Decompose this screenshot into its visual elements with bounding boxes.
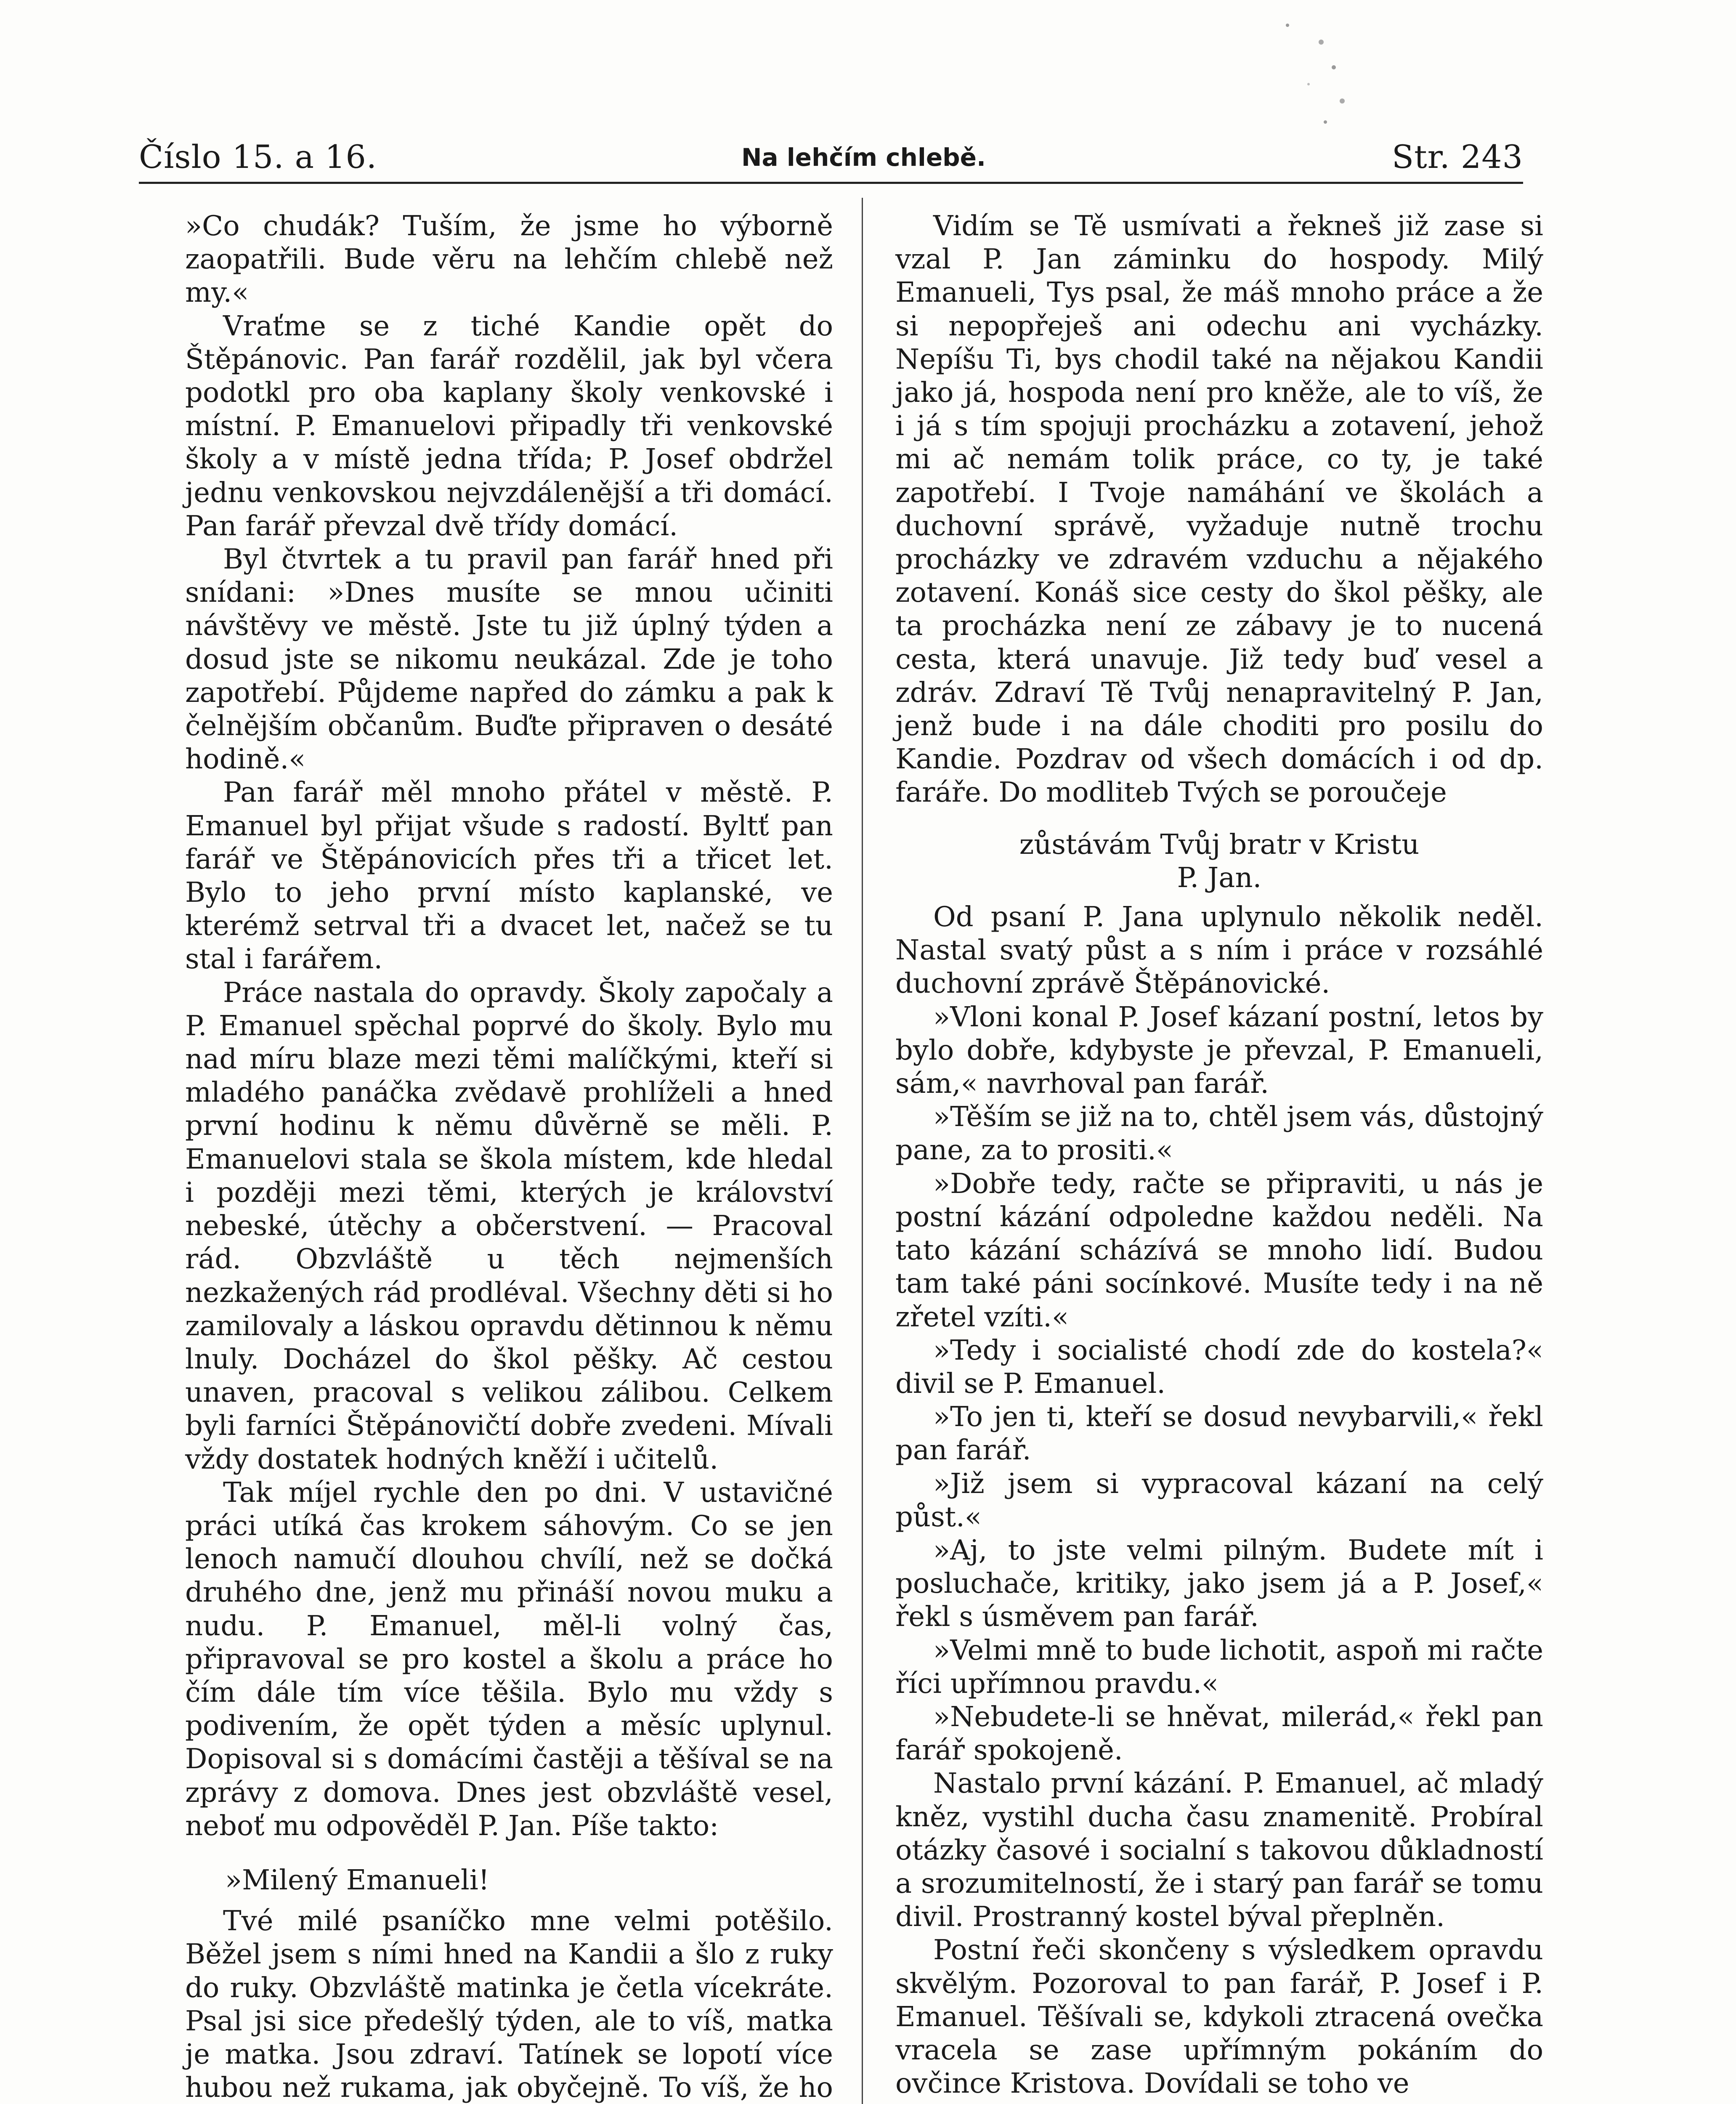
paragraph: »Co chudák? Tuším, že jsme ho výborně zaopatřili. Bude věru na lehčím chlebě než my.« [185,210,833,309]
issue-number: Číslo 15. a 16. [139,138,377,175]
paragraph: Nastalo první kázání. P. Emanuel, ač mladý kněz, vystihl ducha času znamenitě. Probíral otázky časové i socialní s takovou důkladností a srozumitelností, že i starý pan farář se tomu divil. Prostranný kostel býval přeplněn. [895,1767,1543,1933]
paragraph: »To jen ti, kteří se dosud nevybarvili,« řekl pan farář. [895,1401,1543,1466]
paragraph: »Již jsem si vypracoval kázaní na celý půst.« [895,1467,1543,1533]
paragraph: »Aj, to jste velmi pilným. Budete mít i posluchače, kritiky, jako jsem já a P. Josef,« řekl s úsměvem pan farář. [895,1534,1543,1633]
paragraph: Pan farář měl mnoho přátel v městě. P. Emanuel byl přijat všude s radostí. Byltť pan farář ve Štěpánovicích přes tři a třicet let. Bylo to jeho první místo kaplanské, ve kterémž setrval tři a dvacet let, načež se tu stal i farářem. [185,776,833,975]
running-header [139,134,1523,180]
header-rule [139,182,1523,184]
letter-signature: P. Jan. [1177,861,1262,894]
letter-closing: zůstávám Tvůj bratr v Kristu [1019,828,1420,861]
paragraph: Byl čtvrtek a tu pravil pan farář hned při snídani: »Dnes musíte se mnou učiniti návštěvy ve městě. Jste tu již úplný týden a dosud jste se nikomu neukázal. Zde je toho zapotřebí. Půjdeme napřed do zámku a pak k čelnějším občanům. Buďte připraven o desáté hodině.« [185,543,833,776]
column-divider [862,198,863,2104]
paragraph: »Dobře tedy, račte se připraviti, u nás je postní kázání odpoledne každou neděli. Na tato kázání scházívá se mnoho lidí. Budou tam také páni socínkové. Musíte tedy i na ně zřetel vzíti.« [895,1167,1543,1333]
print-specks [1271,17,1363,143]
paragraph: »Těším se již na to, chtěl jsem vás, důstojný pane, za to prositi.« [895,1101,1543,1166]
paragraph: Práce nastala do opravdy. Školy započaly a P. Emanuel spěchal poprvé do školy. Bylo mu nad míru blaze mezi těmi malíčkými, kteří si mladého panáčka zvědavě prohlíželi a hned první hodinu k němu důvěrně se měli. P. Emanuelovi stala se škola místem, kde hledal i později mezi těmi, kterých je království nebeské, útěchy a občerstvení. — Pracoval rád. Obzvláště u těch nejmenších nezkažených rád prodléval. Všechny děti si ho zamilovaly a láskou opravdu dětinnou k němu lnuly. Docházel do škol pěšky. Ač cestou unaven, pracoval s velikou zálibou. Celkem byli farníci Štěpánovičtí dobře zvedeni. Mívali vždy dostatek hodných kněží i učitelů. [185,976,833,1475]
paragraph: Vraťme se z tiché Kandie opět do Štěpánovic. Pan farář rozdělil, jak byl včera podotkl pro oba kaplany školy venkovské i místní. P. Emanuelovi připadly tři venkovské školy a v místě jedna třída; P. Josef obdržel jednu venkovskou nejvzdálenější a tři domácí. Pan farář převzal dvě třídy domácí. [185,310,833,542]
paragraph: »Velmi mně to bude lichotit, aspoň mi račte říci upřímnou pravdu.« [895,1634,1543,1700]
left-column [185,210,833,2104]
paragraph: Postní řeči skončeny s výsledkem opravdu skvělým. Pozoroval to pan farář, P. Josef i P. Emanuel. Těšívali se, kdykoli ztracená ovečka vracela se zase upřímným pokáním do ovčince Kristova. Dovídali se toho ve [895,1934,1543,2100]
running-title: Na lehčím chlebě. [741,143,986,172]
paragraph: »Tedy i socialisté chodí zde do kostela?« divil se P. Emanuel. [895,1334,1543,1400]
letter-salutation: »Milený Emanueli! [225,1864,490,1896]
paragraph: »Vloni konal P. Josef kázaní postní, letos by bylo dobře, kdybyste je převzal, P. Emanueli, sám,« navrhoval pan farář. [895,1001,1543,1100]
paragraph: Tvé milé psaníčko mne velmi potěšilo. Běžel jsem s ními hned na Kandii a šlo z ruky do ruky. Obzvláště matinka je četla vícekráte. Psal jsi sice předešlý týden, ale to víš, matka je matka. Jsou zdraví. Tatínek se lopotí více hubou než rukama, jak obyčejně. To víš, že ho [185,1905,833,2104]
page-number: Str. 243 [1392,138,1523,175]
paragraph: Tak míjel rychle den po dni. V ustavičné práci utíká čas krokem sáhovým. Co se jen lenoch namučí dlouhou chvílí, než se dočká druhého dne, jenž mu přináší novou muku a nudu. P. Emanuel, měl-li volný čas, připravoval se pro kostel a školu a práce ho čím dále tím více těšila. Bylo mu vždy s podivením, že opět týden a měsíc uplynul. Dopisoval si s domácími častěji a těšíval se na zprávy z domova. Dnes jest obzvláště vesel, neboť mu odpověděl P. Jan. Píše takto: [185,1476,833,1842]
paragraph: Vidím se Tě usmívati a řekneš již zase si vzal P. Jan záminku do hospody. Milý Emanueli, Tys psal, že máš mnoho práce a že si nepopřeješ ani odechu ani vycházky. Nepíšu Ti, bys chodil také na nějakou Kandii jako já, hospoda není pro kněže, ale to víš, že i já s tím spojuji procházku a zotavení, jehož mi ač nemám tolik práce, co ty, je také zapotřebí. I Tvoje namáhání ve školách a duchovní správě, vyžaduje nutně trochu procházky ve zdravém vzduchu a nějakého zotavení. Konáš sice cesty do škol pěšky, ale ta procházka není ze zábavy je to nucená cesta, která unavuje. Již tedy buď vesel a zdráv. Zdraví Tě Tvůj nenapravitelný P. Jan, jenž bude i na dále choditi pro posilu do Kandie. Pozdrav od všech domácích i od dp. faráře. Do modliteb Tvých se poroučeje [895,210,1543,809]
paragraph: »Nebudete-li se hněvat, milerád,« řekl pan farář spokojeně. [895,1700,1543,1767]
right-column [895,210,1543,2100]
paragraph: Od psaní P. Jana uplynulo několik neděl. Nastal svatý půst a s ním i práce v rozsáhlé duchovní zprávě Štěpánovické. [895,901,1543,1000]
